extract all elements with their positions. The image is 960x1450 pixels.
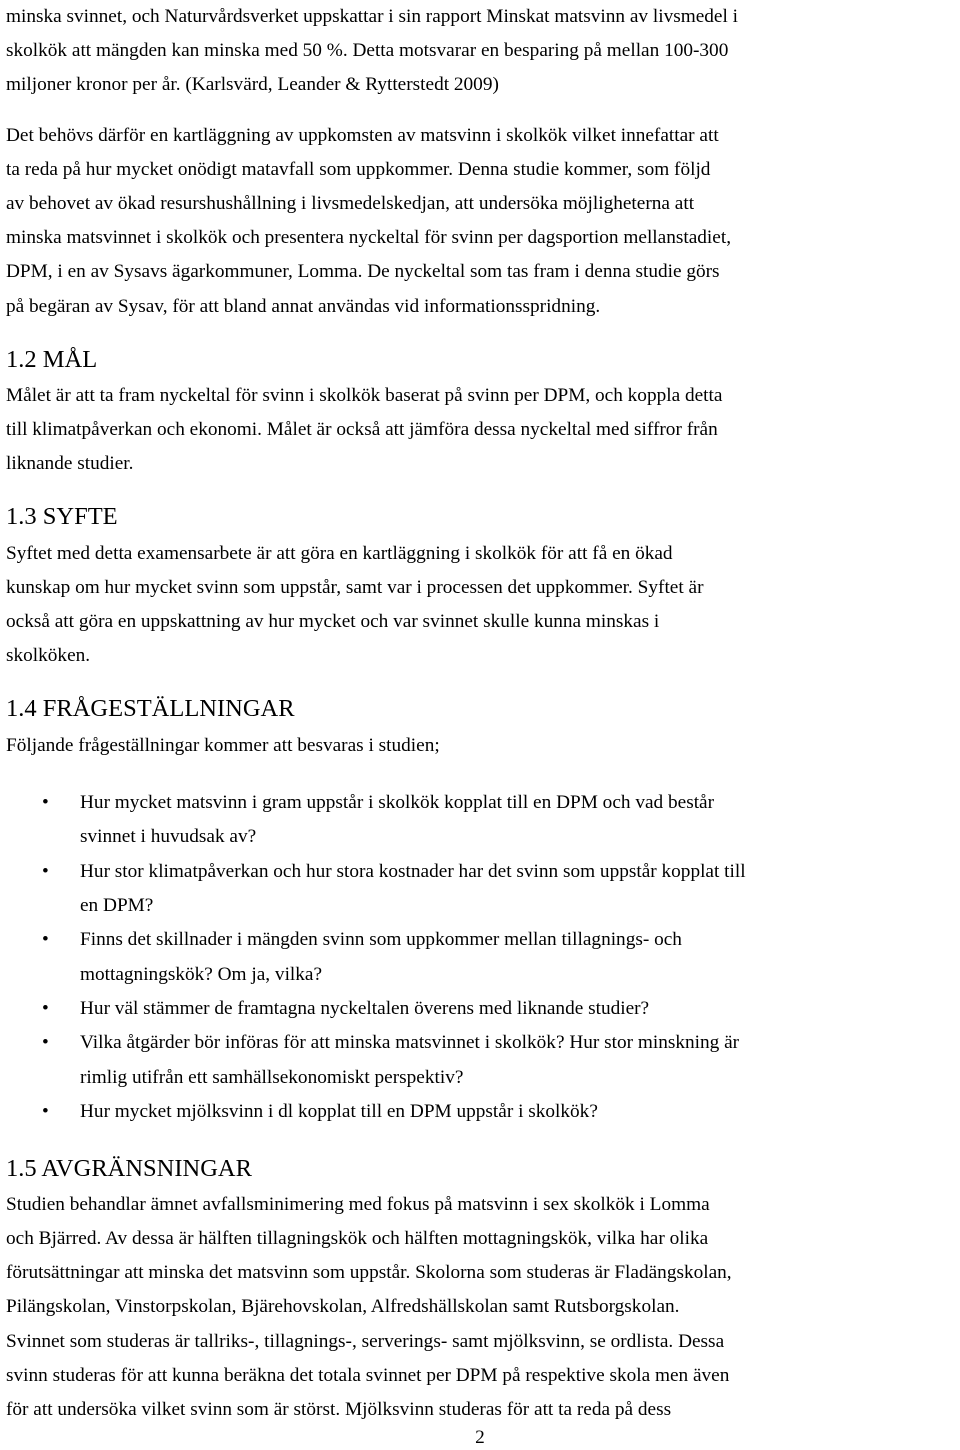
text-line: Pilängskolan, Vinstorpskolan, Bjärehovskolan, Alfredshällskolan samt Rutsborgskolan. bbox=[6, 1296, 680, 1318]
text-line: minska svinnet, och Naturvårdsverket uppskattar i sin rapport Minskat matsvinn av livsmedel i bbox=[6, 6, 739, 27]
page-number: 2 bbox=[475, 1427, 485, 1448]
text-line: svinnet i huvudsak av? bbox=[80, 826, 257, 848]
paragraph bbox=[6, 729, 956, 763]
paragraph bbox=[6, 1188, 956, 1427]
bullet-icon bbox=[42, 923, 49, 957]
text-line: av behovet av ökad resurshushållning i livsmedelskedjan, att undersöka möjligheterna att bbox=[6, 192, 695, 214]
paragraph bbox=[6, 119, 956, 324]
text-line: minska matsvinnet i skolkök och presentera nyckeltal för svinn per dagsportion mellanstadiet, bbox=[6, 227, 732, 249]
bullet-item bbox=[6, 786, 956, 855]
text-line: kunskap om hur mycket svinn som uppstår, samt var i processen det uppkommer. Syftet är bbox=[6, 576, 704, 598]
section-heading: 1.5 AVGRÄNSNINGAR bbox=[6, 1154, 252, 1182]
text-line: till klimatpåverkan och ekonomi. Målet är också att jämföra dessa nyckeltal med siffror från bbox=[6, 419, 718, 441]
text-line: liknande studier. bbox=[6, 453, 134, 475]
text-line: Hur mycket mjölksvinn i dl kopplat till en DPM uppstår i skolkök? bbox=[80, 1101, 598, 1123]
text-line: Vilka åtgärder bör införas för att minska matsvinnet i skolkök? Hur stor minskning är bbox=[80, 1032, 740, 1054]
bullet-icon bbox=[42, 855, 49, 889]
text-line: Syftet med detta examensarbete är att göra en kartläggning i skolkök för att få en ökad bbox=[6, 542, 673, 564]
paragraph bbox=[6, 537, 956, 674]
text-line: skolkök att mängden kan minska med 50 %. Detta motsvarar en besparing på mellan 100-300 bbox=[6, 40, 729, 62]
text-line: förutsättningar att minska det matsvinn som uppstår. Skolorna som studeras är Fladängskolan, bbox=[6, 1262, 732, 1284]
paragraph bbox=[6, 379, 956, 482]
text-line: DPM, i en av Sysavs ägarkommuner, Lomma. De nyckeltal som tas fram i denna studie görs bbox=[6, 261, 720, 283]
bullet-item bbox=[6, 1095, 956, 1129]
text-line: en DPM? bbox=[80, 894, 154, 916]
text-line: Svinnet som studeras är tallriks-, tillagnings-, serverings- samt mjölksvinn, se ordlista. Dessa bbox=[6, 1330, 725, 1352]
text-line: svinn studeras för att kunna beräkna det totala svinnet per DPM på respektive skola men även bbox=[6, 1364, 730, 1386]
bullet-item bbox=[6, 1026, 956, 1095]
bullet-icon bbox=[42, 786, 49, 820]
text-line: rimlig utifrån ett samhällsekonomiskt perspektiv? bbox=[80, 1066, 464, 1088]
text-line: för att undersöka vilket svinn som är störst. Mjölksvinn studeras för att ta reda på dess bbox=[6, 1398, 672, 1420]
bullet-icon bbox=[42, 1026, 49, 1060]
bullet-list bbox=[6, 786, 956, 1130]
document-body bbox=[6, 0, 956, 1427]
text-line: Hur stor klimatpåverkan och hur stora kostnader har det svinn som uppstår kopplat till bbox=[80, 860, 746, 882]
text-line: Målet är att ta fram nyckeltal för svinn i skolkök baserat på svinn per DPM, och koppla detta bbox=[6, 384, 723, 406]
text-line: miljoner kronor per år. (Karlsvärd, Leander & Rytterstedt 2009) bbox=[6, 74, 499, 96]
bullet-item bbox=[6, 923, 956, 992]
bullet-item bbox=[6, 855, 956, 924]
text-line: Hur väl stämmer de framtagna nyckeltalen överens med liknande studier? bbox=[80, 998, 650, 1020]
section-heading: 1.4 FRÅGESTÄLLNINGAR bbox=[6, 695, 295, 723]
text-line: Finns det skillnader i mängden svinn som uppkommer mellan tillagnings- och bbox=[80, 929, 682, 951]
text-line: ta reda på hur mycket onödigt matavfall som uppkommer. Denna studie kommer, som följd bbox=[6, 158, 711, 180]
paragraph bbox=[6, 0, 956, 103]
bullet-icon bbox=[42, 1095, 49, 1129]
text-line: på begäran av Sysav, för att bland annat användas vid informationsspridning. bbox=[6, 295, 601, 317]
text-line: också att göra en uppskattning av hur mycket och var svinnet skulle kunna minskas i bbox=[6, 611, 660, 632]
text-line: Hur mycket matsvinn i gram uppstår i skolkök kopplat till en DPM och vad består bbox=[80, 791, 715, 813]
text-line: Det behövs därför en kartläggning av uppkomsten av matsvinn i skolkök vilket innefattar att bbox=[6, 124, 719, 146]
text-line: mottagningskök? Om ja, vilka? bbox=[80, 963, 323, 985]
text-line: Studien behandlar ämnet avfallsminimering med fokus på matsvinn i sex skolkök i Lomma bbox=[6, 1193, 710, 1215]
bullet-icon bbox=[42, 992, 49, 1026]
text-line: Följande frågeställningar kommer att besvaras i studien; bbox=[6, 734, 440, 756]
section-heading: 1.2 MÅL bbox=[6, 345, 98, 373]
section-heading: 1.3 SYFTE bbox=[6, 503, 118, 531]
bullet-item bbox=[6, 992, 956, 1026]
text-line: skolköken. bbox=[6, 645, 91, 667]
text-line: och Bjärred. Av dessa är hälften tillagningskök och hälften mottagningskök, vilka har olika bbox=[6, 1228, 709, 1250]
